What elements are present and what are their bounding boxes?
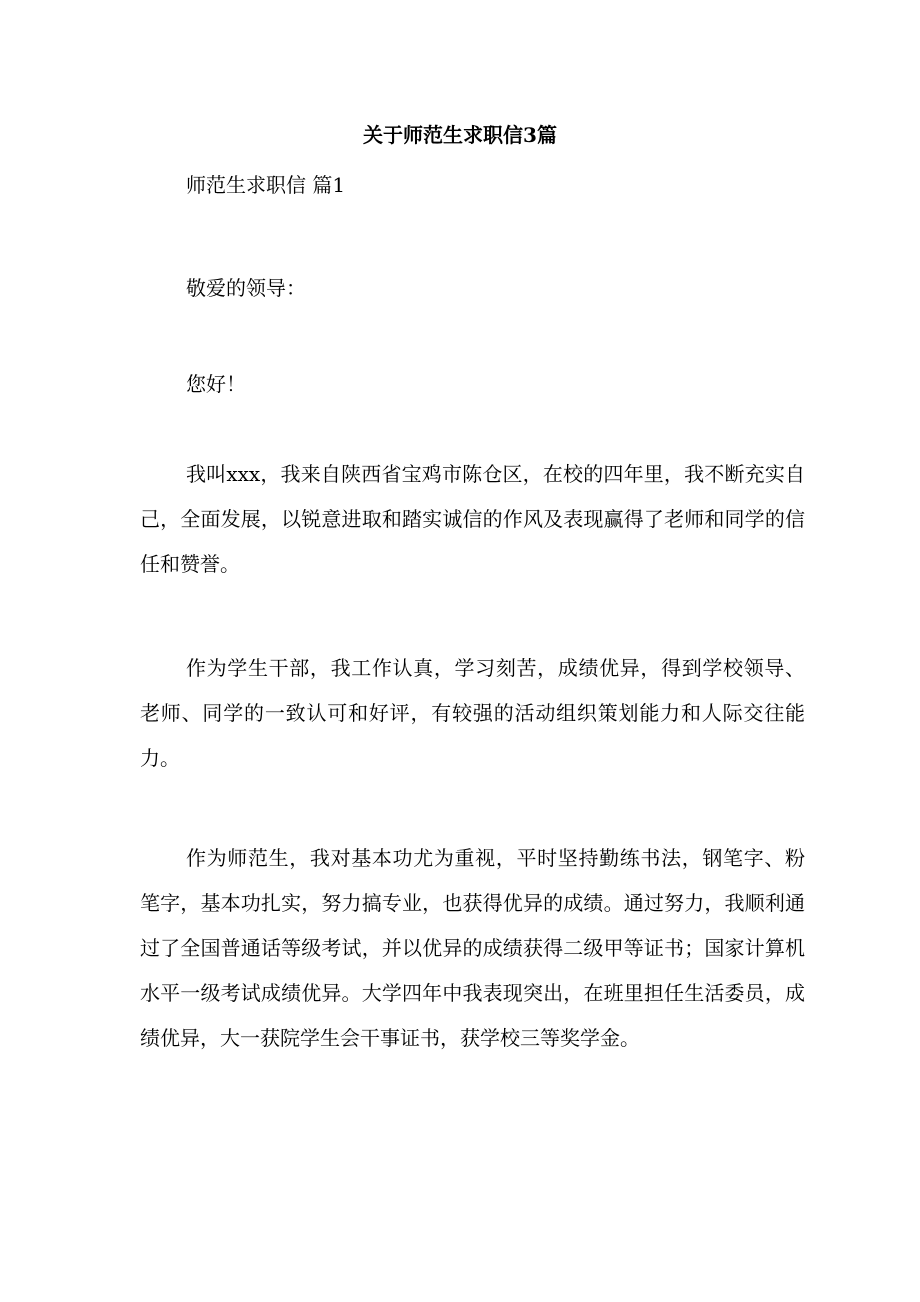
paragraph-introduction: 我叫xxx，我来自陕西省宝鸡市陈仓区，在校的四年里，我不断充实自己，全面发展，以锐意进取和踏实诚信的作风及表现赢得了老师和同学的信任和赞誉。: [140, 462, 805, 576]
letter-subtitle: 师范生求职信 篇1: [186, 173, 346, 197]
paragraph-student-cadre: 作为学生干部，我工作认真，学习刻苦，成绩优异，得到学校领导、老师、同学的一致认可和好评，有较强的活动组织策划能力和人际交往能力。: [140, 656, 805, 770]
greeting: 您好！: [186, 372, 246, 396]
paragraph-teaching-skills: 作为师范生，我对基本功尤为重视，平时坚持勤练书法，钢笔字、粉笔字，基本功扎实，努力搞专业，也获得优异的成绩。通过努力，我顺利通过了全国普通话等级考试，并以优异的成绩获得二级甲等证书；国家计算机水平一级考试成绩优异。大学四年中我表现突出，在班里担任生活委员，成绩优异，大一获院学生会干事证书，获学校三等奖学金。: [140, 846, 805, 1050]
document-title: 关于师范生求职信3篇: [363, 123, 557, 147]
salutation: 敬爱的领导：: [186, 276, 306, 300]
